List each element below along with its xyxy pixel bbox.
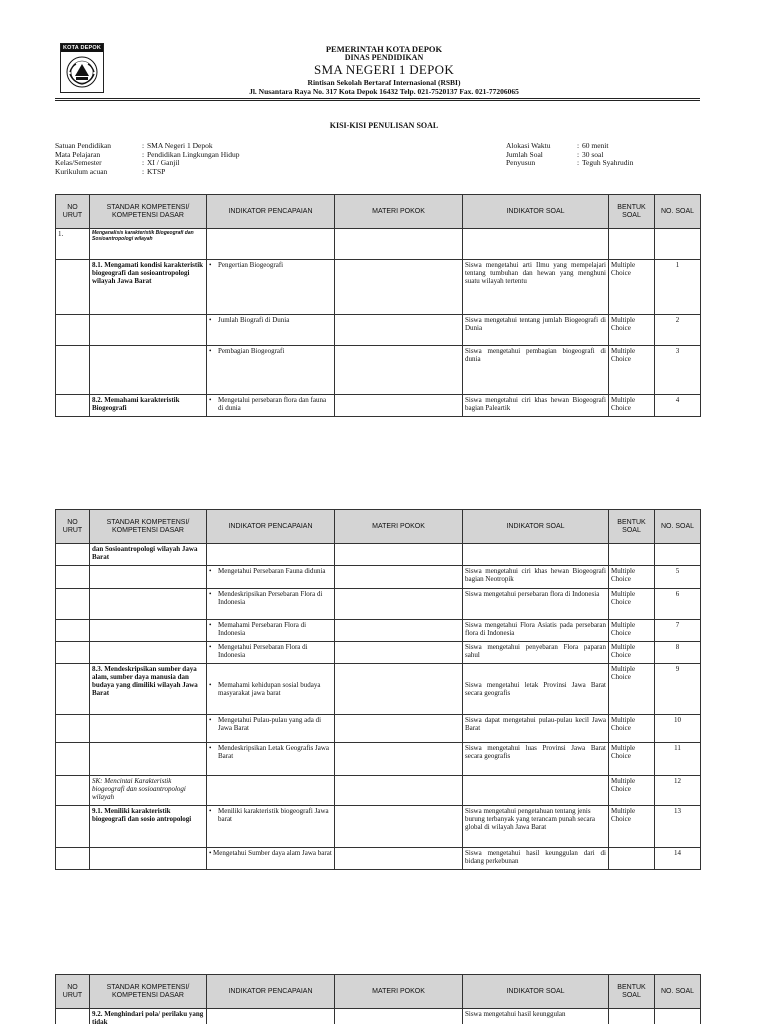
cell-materi: [335, 806, 463, 848]
table-row: [56, 544, 701, 566]
cell-no-soal: 3: [655, 346, 701, 395]
cell-standar: [90, 715, 207, 743]
header-divider: [55, 98, 700, 99]
indikator-text: Mengetalui persebaran flora dan fauna di dunia: [218, 396, 327, 412]
meta-value: KTSP: [147, 166, 166, 176]
table-row: [56, 346, 701, 395]
cell-standar: [90, 848, 207, 870]
table-row: [56, 260, 701, 315]
cell-materi: [335, 395, 463, 417]
col-no-soal: NO. SOAL: [655, 510, 701, 544]
indikator-text: Memahami kehidupan sosial budaya masyarakat jawa barat: [218, 681, 321, 697]
cell-materi: [335, 589, 463, 620]
meta-value: 30 soal: [582, 149, 604, 159]
col-indikator-soal: INDIKATOR SOAL: [463, 975, 609, 1009]
cell-standar: [90, 642, 207, 664]
meta-key: Kurikulum acuan: [55, 166, 108, 176]
cell-standar: [90, 589, 207, 620]
cell-standar: 8.3. Mendeskripsikan sumber daya alam, sumber daya manusia dan budaya yang dimiliki wilayah Jawa Barat: [90, 664, 207, 715]
cell-indikator-soal: Siswa mengetahui Flora Asiatis pada persebaran flora di Indonesia: [463, 620, 609, 642]
meta-key: Kelas/Semester: [55, 158, 102, 167]
cell-indikator-soal: Siswa mengetahui luas Provinsi Jawa Barat secara geografis: [463, 743, 609, 776]
cell-no-soal: 12: [655, 776, 701, 806]
cell-materi: [335, 620, 463, 642]
cell-bentuk: Multiple Choice: [609, 315, 655, 346]
table-row: [56, 776, 701, 806]
cell-indikator: • Pengertian Biogeografi: [207, 260, 335, 315]
cell-standar: 9.1. Meniliki karakteristik biogeografi dan sosio antropologi: [90, 806, 207, 848]
cell-indikator-soal: Siswa mengetahui arti Ilmu yang mempelajari tentang tumbuhan dan hewan yang menghuni suatu wilayah tertentu: [463, 260, 609, 315]
indikator-text: Meniliki karakteristik biogeografi Jawa barat: [218, 807, 329, 823]
cell-materi: [335, 848, 463, 870]
cell-bentuk: Multiple Choice: [609, 620, 655, 642]
indikator-text: Pembagian Biogeografi: [218, 347, 285, 355]
cell-indikator-soal: [463, 776, 609, 806]
table-row: [56, 589, 701, 620]
cell-standar: [90, 229, 207, 260]
cell-no-soal: 13: [655, 806, 701, 848]
table-row: [56, 229, 701, 260]
table-row: [56, 806, 701, 848]
col-bentuk-soal: BENTUK SOAL: [609, 975, 655, 1009]
indikator-text: Mendeskripsikan Persebaran Flora di Indonesia: [218, 590, 323, 606]
cell-indikator-soal: Siswa mengetahui hasil keunggulan: [463, 1009, 609, 1024]
meta-row: Alokasi Waktu : 60 menit: [506, 141, 609, 150]
table-row: [56, 743, 701, 776]
standar-text: Menganalisis karakteristik Biogeografi dan Sosioantropologi wilayah: [92, 230, 194, 242]
meta-row: Satuan Pendidikan : SMA Negeri 1 Depok: [55, 141, 213, 150]
cell-bentuk: [609, 848, 655, 870]
cell-materi: [335, 743, 463, 776]
col-materi-pokok: MATERI POKOK: [335, 510, 463, 544]
cell-indikator: [207, 776, 335, 806]
cell-no-soal: 1: [655, 260, 701, 315]
cell-bentuk: Multiple Choice: [609, 664, 655, 715]
cell-bentuk: Multiple Choice: [609, 806, 655, 848]
cell-standar: [90, 620, 207, 642]
cell-materi: [335, 642, 463, 664]
col-materi-pokok: MATERI POKOK: [335, 975, 463, 1009]
meta-row: Kelas/Semester : XI / Ganjil: [55, 158, 180, 167]
meta-right: [506, 142, 633, 168]
cell-bentuk: Multiple Choice: [609, 776, 655, 806]
cell-standar: SK: Mencintai Karakteristik biogeografi dan sosioantropologi wilayah: [90, 776, 207, 806]
cell-no-urut: 1.: [56, 229, 90, 260]
cell-indikator: • Mengetahui Pulau-pulau yang ada di Jawa Barat: [207, 715, 335, 743]
cell-indikator-soal: Siswa mengetahui hasil keunggulan dari di bidang perkebunan: [463, 848, 609, 870]
table-header-row: [56, 195, 701, 229]
header-school-name: SMA NEGERI 1 DEPOK: [313, 62, 455, 77]
meta-value: 60 menit: [582, 141, 609, 150]
col-indikator-pencapaian: INDIKATOR PENCAPAIAN: [207, 510, 335, 544]
cell-materi: [335, 776, 463, 806]
cell-no-soal: 5: [655, 566, 701, 589]
kisi-table-1: [55, 194, 701, 417]
cell-indikator: • Jumlah Biografi di Dunia: [207, 315, 335, 346]
header-divider-thin: [55, 100, 700, 101]
table-row: [56, 395, 701, 417]
table-row: [56, 1009, 701, 1024]
cell-materi: [335, 346, 463, 395]
meta-row: Mata Pelajaran : Pendidikan Lingkungan Hidup: [55, 149, 240, 159]
meta-key: Alokasi Waktu: [506, 141, 551, 150]
cell-indikator: • Mengetahui Persebaran Fauna didunia: [207, 566, 335, 589]
header-address: Jl. Nusantara Raya No. 317 Kota Depok 16432 Telp. 021-7520137 Fax. 021-77206065: [249, 87, 519, 96]
cell-indikator: • Mendeskripsikan Letak Geografis Jawa Barat: [207, 743, 335, 776]
cell-no-soal: 2: [655, 315, 701, 346]
cell-indikator: • Mendeskripsikan Persebaran Flora di Indonesia: [207, 589, 335, 620]
cell-bentuk: Multiple Choice: [609, 743, 655, 776]
col-standar: STANDAR KOMPETENSI/ KOMPETENSI DASAR: [90, 975, 207, 1009]
cell-indikator-soal: Siswa mengetahui tentang jumlah Biogeografi di Dunia: [463, 315, 609, 346]
col-standar: STANDAR KOMPETENSI/ KOMPETENSI DASAR: [90, 195, 207, 229]
cell-standar: [90, 346, 207, 395]
cell-bentuk: Multiple Choice: [609, 589, 655, 620]
indikator-text: Jumlah Biografi di Dunia: [218, 316, 290, 324]
cell-indikator: • Mengetahui Persebaran Flora di Indonesia: [207, 642, 335, 664]
cell-indikator-soal: Siswa mengetahui ciri khas hewan Biogeografi bagian Paleartik: [463, 395, 609, 417]
table-row: [56, 620, 701, 642]
cell-indikator-soal: Siswa mengetahui pengetahuan tentang jenis burung terbanyak yang terancam punah secara global di wilayah Jawa Barat: [463, 806, 609, 848]
meta-row: Jumlah Soal : 30 soal: [506, 149, 604, 159]
cell-no-soal: 11: [655, 743, 701, 776]
table-row: [56, 566, 701, 589]
kisi-table-3: [55, 974, 701, 1024]
header-government: PEMERINTAH KOTA DEPOK: [325, 44, 443, 54]
cell-materi: [335, 260, 463, 315]
cell-indikator-soal: Siswa mengetahui penyebaran Flora paparan sahul: [463, 642, 609, 664]
indikator-text: Mengetahui Pulau-pulau yang ada di Jawa Barat: [218, 716, 322, 732]
logo-label: KOTA DEPOK: [62, 45, 102, 51]
cell-standar: [90, 315, 207, 346]
col-bentuk-soal: BENTUK SOAL: [609, 510, 655, 544]
table-header-row: [56, 510, 701, 544]
meta-value: XI / Ganjil: [147, 158, 180, 167]
meta-key: Penyusun: [506, 158, 536, 167]
indikator-text: Mengetahui Persebaran Fauna didunia: [218, 567, 326, 575]
cell-indikator: • Memahami kehidupan sosial budaya masyarakat jawa barat: [207, 664, 335, 715]
table-row: [56, 642, 701, 664]
indikator-text: Pengertian Biogeografi: [218, 261, 284, 269]
meta-key: Jumlah Soal: [506, 149, 543, 159]
kisi-table-2: [55, 509, 701, 870]
meta-row: Penyusun : Teguh Syahrudin: [506, 158, 634, 167]
cell-bentuk: Multiple Choice: [609, 260, 655, 315]
cell-indikator-soal: Siswa dapat mengetahui pulau-pulau kecil Jawa Barat: [463, 715, 609, 743]
cell-materi: [335, 566, 463, 589]
indikator-text: Mendeskripsikan Letak Geografis Jawa Barat: [218, 744, 329, 760]
cell-no-soal: 8: [655, 642, 701, 664]
meta-key: Mata Pelajaran: [55, 149, 101, 159]
cell-standar: 8.1. Mengamati kondisi karakteristik biogeografi dan sosioantropologi wilayah Jawa Barat: [90, 260, 207, 315]
meta-value: Teguh Syahrudin: [582, 158, 634, 167]
col-no-soal: NO. SOAL: [655, 975, 701, 1009]
col-indikator-soal: INDIKATOR SOAL: [463, 195, 609, 229]
col-no-urut: NO URUT: [56, 975, 90, 1009]
col-no-urut: NO URUT: [56, 195, 90, 229]
cell-indikator: • Mengetahui Sumber daya alam Jawa barat: [207, 848, 335, 870]
col-standar: STANDAR KOMPETENSI/ KOMPETENSI DASAR: [90, 510, 207, 544]
cell-standar: 9.2. Menghindari pola/ perilaku yang tidak: [90, 1009, 207, 1024]
cell-materi: [335, 664, 463, 715]
meta-left: [55, 142, 240, 176]
col-bentuk-soal: BENTUK SOAL: [609, 195, 655, 229]
cell-bentuk: Multiple Choice: [609, 395, 655, 417]
document-title: KISI-KISI PENULISAN SOAL: [329, 121, 439, 130]
meta-value: Pendidikan Lingkungan Hidup: [147, 149, 240, 159]
cell-no-soal: 7: [655, 620, 701, 642]
cell-materi: [335, 715, 463, 743]
cell-indikator: • Pembagian Biogeografi: [207, 346, 335, 395]
col-no-urut: NO URUT: [56, 510, 90, 544]
indikator-text: Mengetahui Sumber daya alam Jawa barat: [213, 849, 332, 857]
cell-standar: 8.2. Memahami karakteristik Biogeografi: [90, 395, 207, 417]
cell-standar: [90, 743, 207, 776]
meta-value: SMA Negeri 1 Depok: [147, 141, 213, 150]
col-materi-pokok: MATERI POKOK: [335, 195, 463, 229]
table-header-row: [56, 975, 701, 1009]
cell-bentuk: Multiple Choice: [609, 715, 655, 743]
cell-bentuk: Multiple Choice: [609, 346, 655, 395]
cell-materi: [335, 315, 463, 346]
indikator-text: Mengetahui Persebaran Flora di Indonesia: [218, 643, 308, 659]
col-no-soal: NO. SOAL: [655, 195, 701, 229]
cell-no-soal: 6: [655, 589, 701, 620]
meta-row: Kurikulum acuan : KTSP: [55, 166, 166, 176]
cell-indikator: • Meniliki karakteristik biogeografi Jawa barat: [207, 806, 335, 848]
table-3-clip: [0, 974, 768, 1024]
meta-key: Satuan Pendidikan: [55, 141, 112, 150]
cell-no-soal: 10: [655, 715, 701, 743]
cell-indikator-soal: Siswa mengetahui letak Provinsi Jawa Barat secara geografis: [463, 664, 609, 715]
header-department: DINAS PENDIDIKAN: [344, 53, 424, 62]
cell-no-soal: 14: [655, 848, 701, 870]
header-school-status: Rintisan Sekolah Bertaraf Internasional (RSBI): [307, 78, 461, 87]
cell-indikator: • Memahami Persebaran Flora di Indonesia: [207, 620, 335, 642]
cell-no-soal: 9: [655, 664, 701, 715]
col-indikator-soal: INDIKATOR SOAL: [463, 510, 609, 544]
table-row: [56, 715, 701, 743]
cell-indikator-soal: Siswa mengetahui pembagian biogeografi di dunia: [463, 346, 609, 395]
table-row: [56, 664, 701, 715]
cell-bentuk: Multiple Choice: [609, 642, 655, 664]
cell-indikator-soal: Siswa mengetahui ciri khas hewan Biogeografi bagian Neotropik: [463, 566, 609, 589]
cell-bentuk: Multiple Choice: [609, 566, 655, 589]
cell-indikator-soal: Siswa mengetahui persebaran flora di Indonesia: [463, 589, 609, 620]
cell-no-soal: 4: [655, 395, 701, 417]
table-row: [56, 848, 701, 870]
cell-standar: dan Sosioantropologi wilayah Jawa Barat: [90, 544, 207, 566]
col-indikator-pencapaian: INDIKATOR PENCAPAIAN: [207, 975, 335, 1009]
col-indikator-pencapaian: INDIKATOR PENCAPAIAN: [207, 195, 335, 229]
indikator-text: Memahami Persebaran Flora di Indonesia: [218, 621, 307, 637]
cell-standar: [90, 566, 207, 589]
table-row: [56, 315, 701, 346]
cell-indikator: • Mengetalui persebaran flora dan fauna di dunia: [207, 395, 335, 417]
